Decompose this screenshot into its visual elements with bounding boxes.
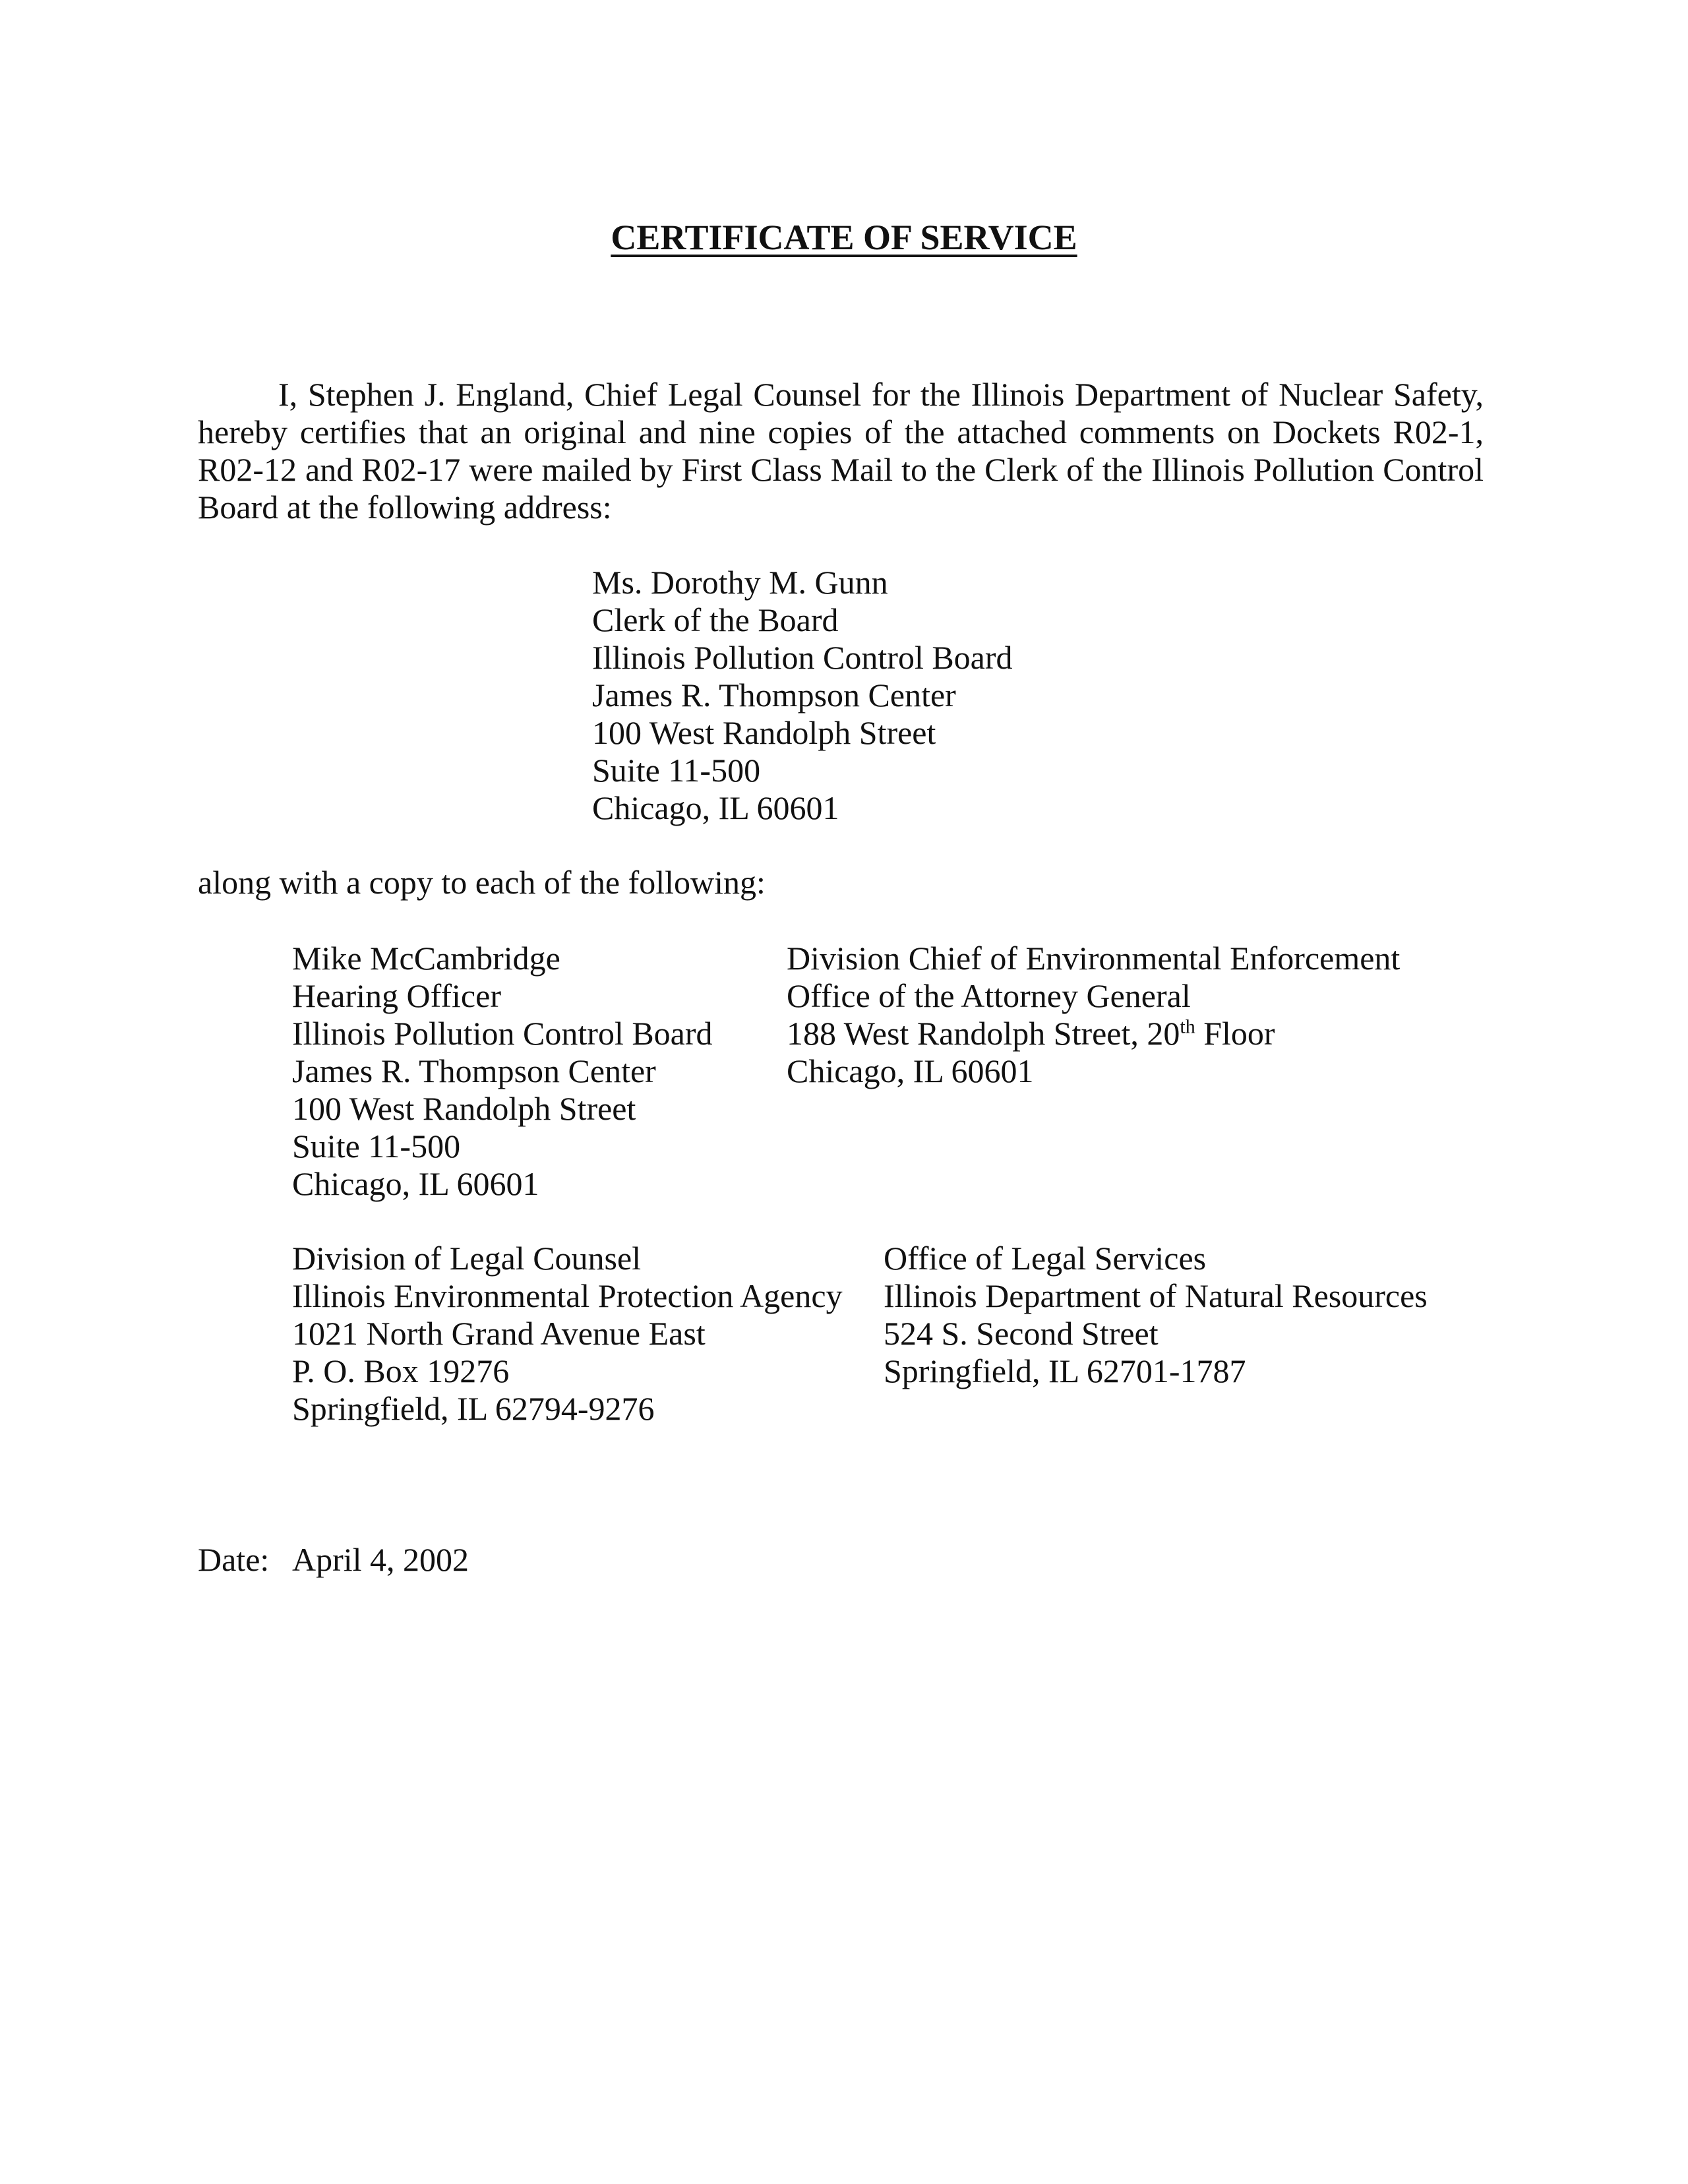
address-line: 1021 North Grand Avenue East <box>292 1315 706 1352</box>
address-line: Illinois Pollution Control Board <box>292 1015 713 1052</box>
address-line: Springfield, IL 62701-1787 <box>884 1352 1246 1389</box>
address-line: James R. Thompson Center <box>592 677 956 713</box>
date-label: Date: <box>198 1541 270 1578</box>
address-line: Clerk of the Board <box>592 601 839 638</box>
street-text: 188 West Randolph Street, 20 <box>787 1015 1180 1052</box>
address-line: James R. Thompson Center <box>292 1052 656 1089</box>
address-line: Hearing Officer <box>292 977 501 1014</box>
floor-text: Floor <box>1195 1015 1275 1052</box>
date-row <box>198 1541 469 1579</box>
address-line: Illinois Environmental Protection Agency <box>292 1277 843 1314</box>
ordinal-suffix: th <box>1180 1016 1195 1038</box>
address-line: Ms. Dorothy M. Gunn <box>592 564 888 601</box>
address-line: Chicago, IL 60601 <box>787 1052 1034 1089</box>
title-text: CERTIFICATE OF SERVICE <box>611 218 1077 257</box>
recipient-idnr-block <box>884 1240 1428 1390</box>
intro-line: hereby certifies that an original and nine copies of the attached comments on Dockets R02-1, <box>198 413 1484 450</box>
copy-line: along with a copy to each of the following: <box>198 864 766 901</box>
address-line: Mike McCambridge <box>292 940 560 977</box>
recipient-iepa-block <box>292 1240 843 1428</box>
address-line: Chicago, IL 60601 <box>592 789 839 826</box>
address-line: Suite 11-500 <box>592 752 761 789</box>
intro-line: R02-12 and R02-17 were mailed by First Class Mail to the Clerk of the Illinois Pollution Control <box>198 451 1484 488</box>
address-line: 524 S. Second Street <box>884 1315 1159 1352</box>
address-line: Office of Legal Services <box>884 1240 1207 1277</box>
intro-paragraph <box>198 376 1484 526</box>
address-line: Chicago, IL 60601 <box>292 1165 539 1202</box>
address-line: P. O. Box 19276 <box>292 1352 510 1389</box>
address-line: Illinois Department of Natural Resources <box>884 1277 1428 1314</box>
address-line: Springfield, IL 62794-9276 <box>292 1390 655 1427</box>
address-line: 100 West Randolph Street <box>292 1090 636 1127</box>
page-title <box>0 216 1688 258</box>
clerk-address-block <box>592 564 1013 827</box>
address-line: Division Chief of Environmental Enforcement <box>787 940 1401 977</box>
intro-line: Board at the following address: <box>198 489 612 526</box>
address-line: Illinois Pollution Control Board <box>592 639 1013 676</box>
address-line: 100 West Randolph Street <box>592 714 936 751</box>
recipient-attorney-general-block <box>787 940 1400 1090</box>
recipient-mccambridge-block <box>292 940 713 1203</box>
date-value: April 4, 2002 <box>292 1541 469 1578</box>
intro-line: I, Stephen J. England, Chief Legal Counsel for the Illinois Department of Nuclear Safety, <box>278 376 1484 413</box>
address-line: Division of Legal Counsel <box>292 1240 642 1277</box>
address-line <box>787 1015 1400 1052</box>
address-line: Suite 11-500 <box>292 1128 461 1165</box>
address-line: Office of the Attorney General <box>787 977 1191 1014</box>
